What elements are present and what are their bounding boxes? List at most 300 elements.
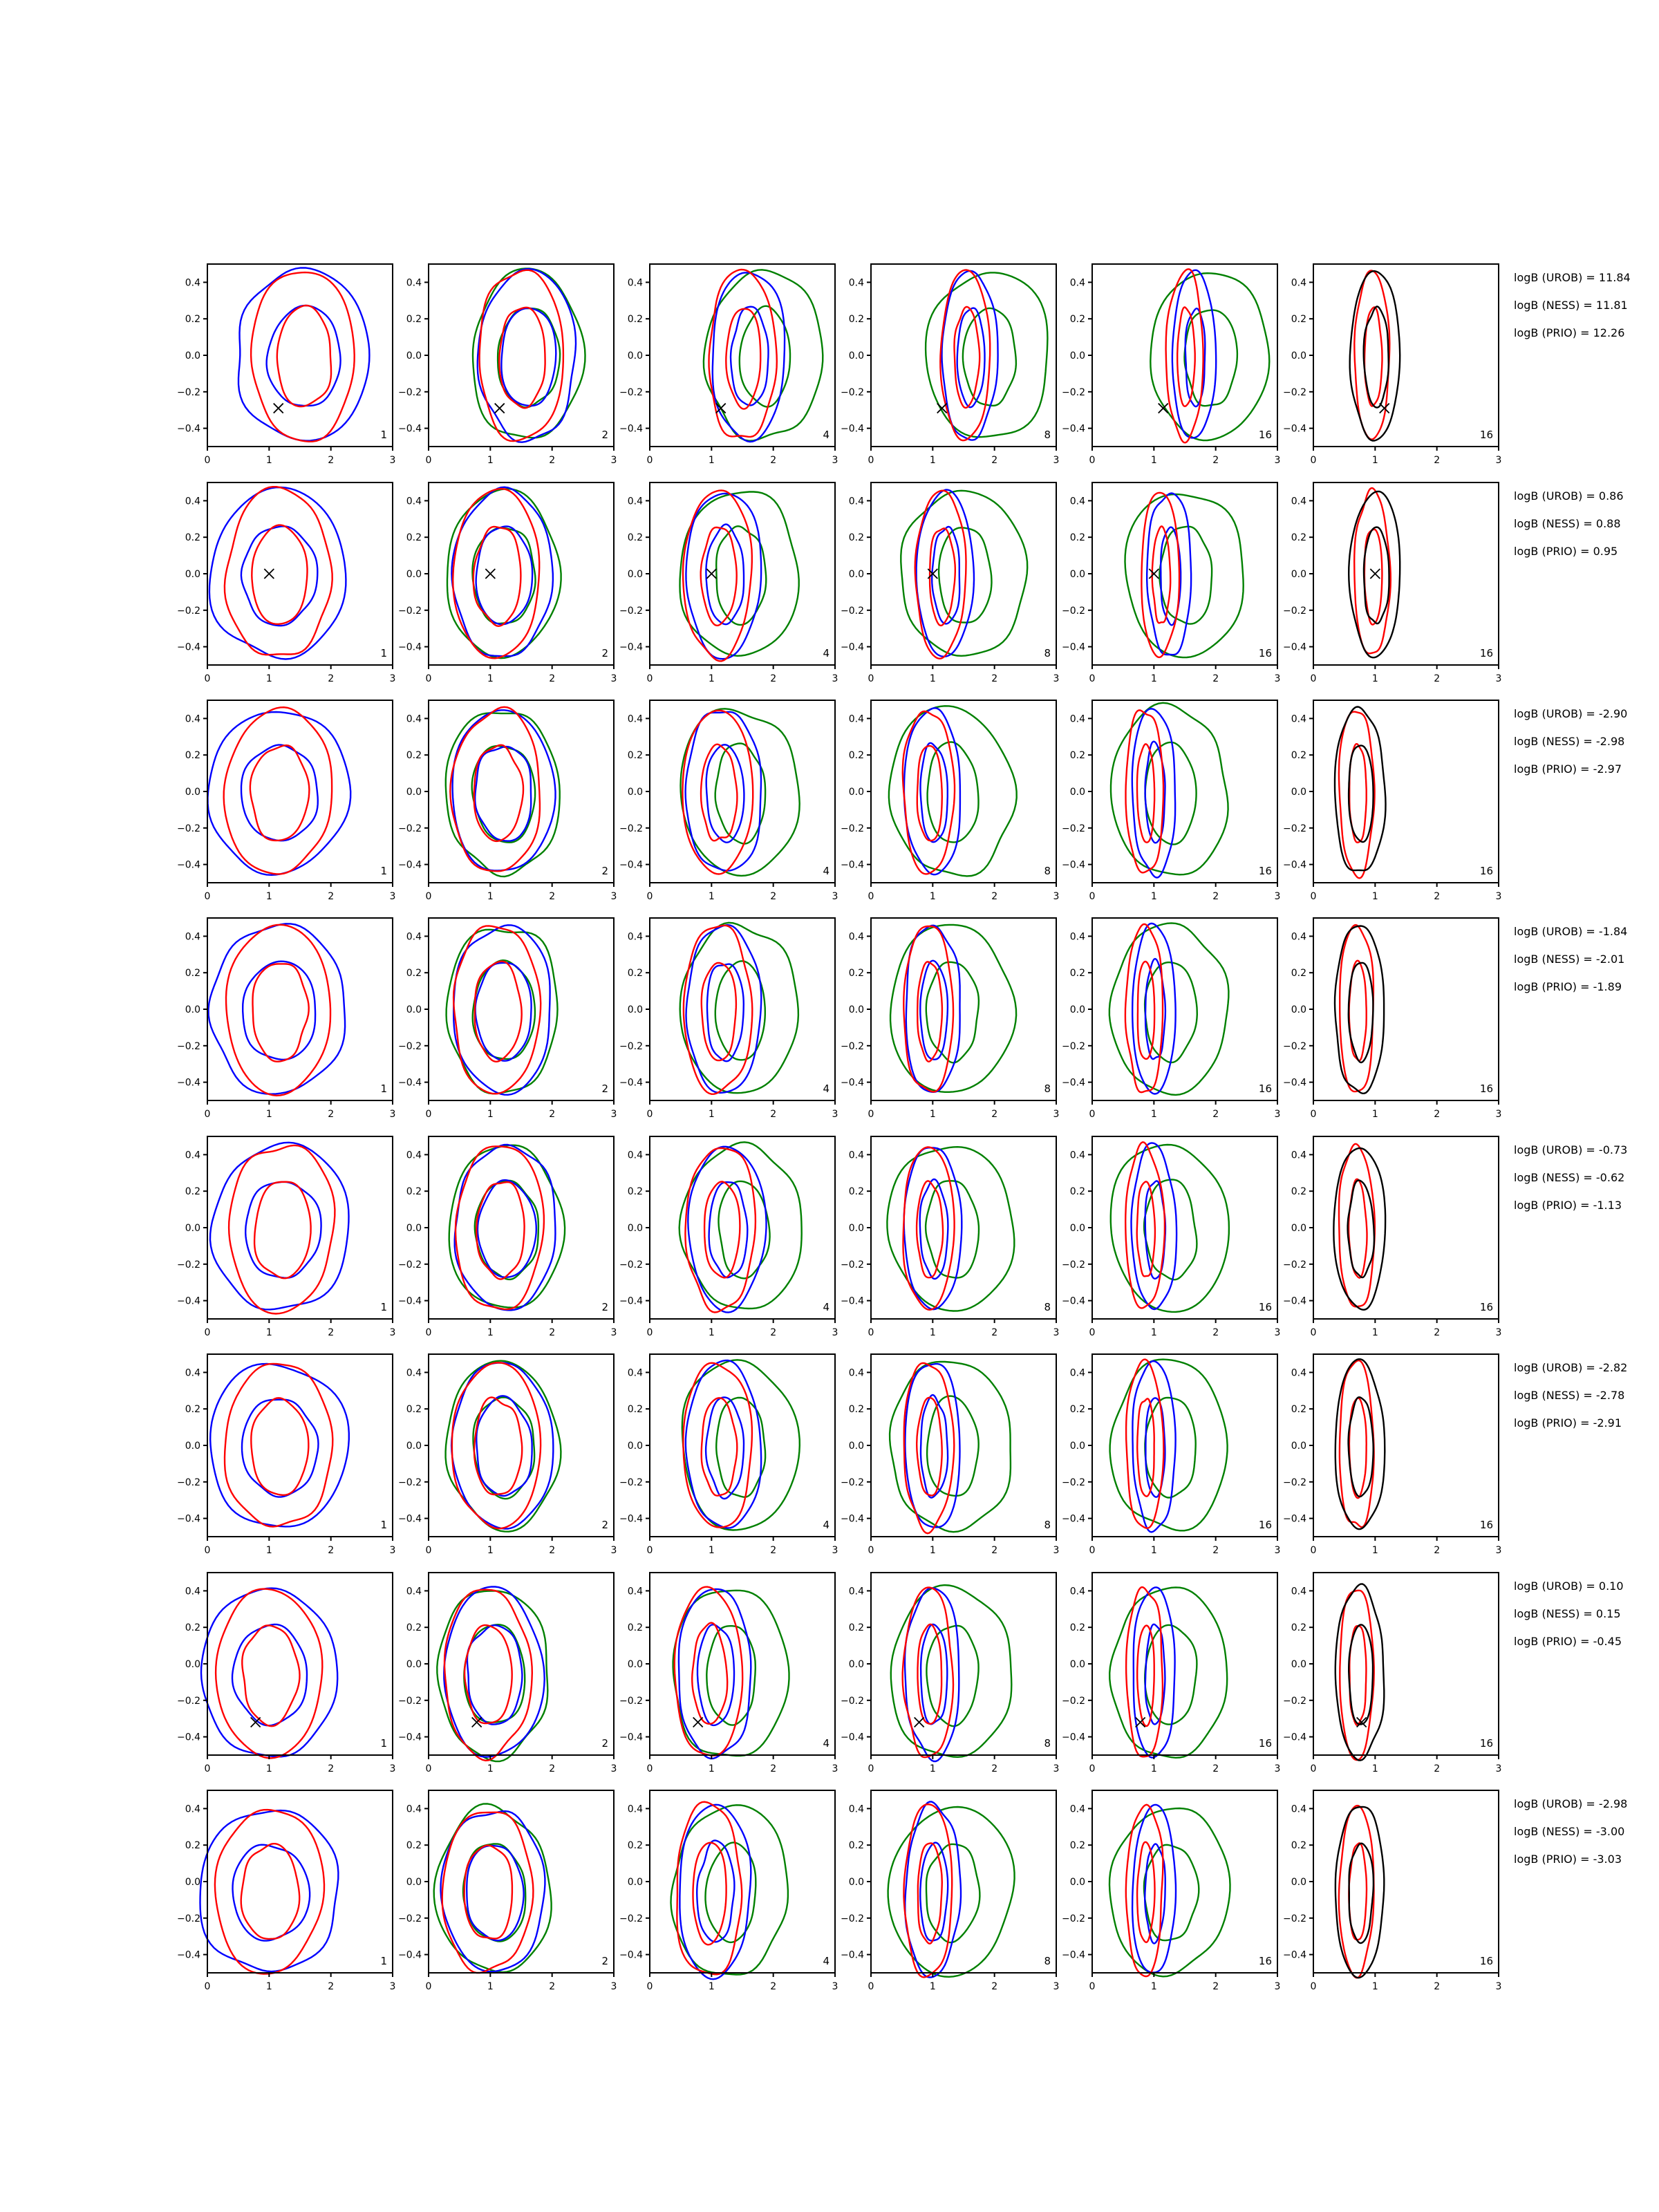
column-label: 1 bbox=[380, 1955, 387, 1967]
column-label: 16 bbox=[1258, 1301, 1272, 1313]
contour-outer-red bbox=[229, 1145, 335, 1314]
axes-frame bbox=[1092, 1136, 1277, 1319]
column-label: 16 bbox=[1479, 1301, 1493, 1313]
y-tick-label: −0.2 bbox=[177, 823, 200, 834]
y-tick-label: −0.2 bbox=[1062, 386, 1085, 398]
y-tick-label: −0.4 bbox=[177, 1077, 200, 1089]
panel-r1-c3 bbox=[619, 264, 838, 466]
x-tick-label: 3 bbox=[832, 673, 838, 684]
y-tick-label: −0.4 bbox=[1283, 641, 1306, 653]
logb-annotation: logB (NESS) = -0.62 bbox=[1514, 1171, 1625, 1184]
column-label: 1 bbox=[380, 865, 387, 877]
y-tick-label: −0.2 bbox=[1283, 386, 1306, 398]
panel-r5-c4 bbox=[841, 1136, 1059, 1338]
contour-inner-blue bbox=[501, 308, 556, 406]
contour-inner-red bbox=[242, 1625, 299, 1726]
y-tick-label: 0.4 bbox=[406, 1367, 422, 1379]
x-tick-label: 1 bbox=[1150, 673, 1157, 684]
y-tick-label: 0.0 bbox=[406, 1223, 422, 1234]
y-tick-label: −0.2 bbox=[1062, 1040, 1085, 1052]
column-label: 8 bbox=[1044, 1519, 1051, 1531]
axes-frame bbox=[871, 1790, 1056, 1973]
logb-annotation: logB (UROB) = 0.10 bbox=[1514, 1580, 1624, 1593]
column-label: 4 bbox=[823, 1301, 830, 1313]
axes-frame bbox=[1313, 700, 1499, 883]
x-tick-label: 1 bbox=[1150, 1327, 1157, 1338]
panel-r8-c4 bbox=[841, 1790, 1059, 1992]
axes-frame bbox=[1092, 918, 1277, 1100]
y-tick-label: −0.4 bbox=[841, 859, 864, 871]
y-tick-label: −0.2 bbox=[619, 605, 643, 617]
logb-annotation: logB (UROB) = 11.84 bbox=[1514, 271, 1631, 284]
y-tick-label: −0.2 bbox=[177, 1695, 200, 1707]
contour-outer-green bbox=[449, 1145, 565, 1308]
y-tick-label: 0.0 bbox=[1291, 1004, 1306, 1015]
column-label: 16 bbox=[1258, 1082, 1272, 1095]
axes-frame bbox=[1313, 1354, 1499, 1537]
y-tick-label: 0.0 bbox=[185, 569, 200, 580]
x-tick-label: 2 bbox=[549, 1763, 556, 1774]
contour-outer-green bbox=[437, 1591, 547, 1762]
column-label: 4 bbox=[823, 1519, 830, 1531]
contour-outer-red bbox=[1339, 1144, 1375, 1307]
contour-outer-green bbox=[926, 272, 1047, 437]
contour-outer-blue bbox=[238, 268, 369, 440]
x-tick-label: 3 bbox=[1274, 455, 1281, 466]
contour-outer-red bbox=[480, 270, 563, 441]
y-tick-label: 0.0 bbox=[406, 1004, 422, 1015]
y-tick-label: 0.2 bbox=[185, 968, 200, 980]
x-tick-label: 2 bbox=[991, 455, 998, 466]
y-tick-label: 0.0 bbox=[848, 1223, 864, 1234]
column-label: 16 bbox=[1479, 429, 1493, 441]
contour-inner-black bbox=[1349, 746, 1374, 842]
y-tick-label: −0.2 bbox=[1062, 605, 1085, 617]
x-tick-label: 1 bbox=[929, 455, 936, 466]
contour-inner-red bbox=[465, 1625, 512, 1723]
x-tick-label: 2 bbox=[549, 1327, 556, 1338]
x-tick-label: 0 bbox=[868, 1545, 874, 1556]
panel-r4-c3 bbox=[619, 918, 838, 1120]
y-tick-label: −0.4 bbox=[619, 1295, 643, 1307]
y-tick-label: 0.4 bbox=[406, 931, 422, 943]
x-tick-label: 3 bbox=[389, 1545, 396, 1556]
column-label: 2 bbox=[601, 1301, 608, 1313]
panel-r1-c1 bbox=[177, 264, 395, 466]
x-tick-label: 3 bbox=[832, 1327, 838, 1338]
y-tick-label: 0.0 bbox=[627, 1441, 643, 1452]
contour-inner-black bbox=[1349, 1397, 1374, 1497]
x-tick-label: 2 bbox=[1434, 1327, 1441, 1338]
panel-r7-c2 bbox=[398, 1573, 617, 1774]
y-tick-label: 0.0 bbox=[848, 1441, 864, 1452]
axes-frame bbox=[207, 1354, 393, 1537]
y-tick-label: 0.0 bbox=[1291, 1877, 1306, 1888]
logb-annotation: logB (NESS) = -2.78 bbox=[1514, 1389, 1625, 1402]
contour-inner-red bbox=[917, 962, 942, 1061]
axes-frame bbox=[429, 264, 614, 447]
axes-frame bbox=[650, 482, 835, 665]
column-label: 16 bbox=[1258, 429, 1272, 441]
y-tick-label: −0.4 bbox=[619, 1513, 643, 1525]
column-label: 1 bbox=[380, 1301, 387, 1313]
x-tick-label: 0 bbox=[646, 455, 653, 466]
y-tick-label: 0.0 bbox=[185, 350, 200, 362]
panel-r6-c3 bbox=[619, 1354, 838, 1556]
x-tick-label: 3 bbox=[610, 1763, 617, 1774]
y-tick-label: −0.4 bbox=[1283, 1077, 1306, 1089]
y-tick-label: −0.2 bbox=[841, 1695, 864, 1707]
contour-inner-green bbox=[927, 1396, 979, 1496]
column-label: 8 bbox=[1044, 647, 1051, 659]
y-tick-label: 0.2 bbox=[1291, 1186, 1306, 1198]
panel-r2-c5 bbox=[1062, 482, 1280, 684]
y-tick-label: 0.2 bbox=[1069, 1840, 1085, 1852]
column-label: 2 bbox=[601, 647, 608, 659]
contour-inner-blue bbox=[709, 1182, 748, 1277]
x-tick-label: 1 bbox=[265, 673, 272, 684]
x-tick-label: 3 bbox=[1274, 673, 1281, 684]
y-tick-label: 0.4 bbox=[627, 1150, 643, 1161]
panel-r4-c2 bbox=[398, 918, 617, 1120]
y-tick-label: 0.2 bbox=[1291, 1622, 1306, 1634]
panel-r4-c5 bbox=[1062, 918, 1280, 1120]
contour-inner-blue bbox=[233, 1845, 310, 1941]
y-tick-label: −0.2 bbox=[619, 386, 643, 398]
y-tick-label: −0.4 bbox=[177, 859, 200, 871]
axes-frame bbox=[871, 1573, 1056, 1755]
panel-r7-c1 bbox=[177, 1573, 395, 1774]
y-tick-label: 0.2 bbox=[406, 1186, 422, 1198]
panel-r7-c5 bbox=[1062, 1573, 1280, 1774]
x-tick-label: 3 bbox=[389, 1327, 396, 1338]
x-tick-label: 2 bbox=[549, 1109, 556, 1120]
x-tick-label: 0 bbox=[1310, 891, 1317, 902]
logb-annotation: logB (UROB) = -0.73 bbox=[1514, 1143, 1628, 1156]
y-tick-label: 0.2 bbox=[627, 1622, 643, 1634]
y-tick-label: −0.2 bbox=[398, 1259, 422, 1271]
x-tick-label: 1 bbox=[929, 1109, 936, 1120]
panel-r8-c1 bbox=[177, 1790, 395, 1992]
axes-frame bbox=[1092, 1573, 1277, 1755]
y-tick-label: −0.2 bbox=[398, 1040, 422, 1052]
y-tick-label: 0.0 bbox=[848, 1659, 864, 1670]
y-tick-label: −0.2 bbox=[1283, 1913, 1306, 1924]
x-tick-label: 0 bbox=[425, 1763, 432, 1774]
y-tick-label: −0.4 bbox=[841, 423, 864, 435]
panel-r1-c6 bbox=[1283, 264, 1501, 466]
y-tick-label: 0.0 bbox=[1069, 1441, 1085, 1452]
y-tick-label: −0.2 bbox=[1062, 1913, 1085, 1924]
column-label: 8 bbox=[1044, 429, 1051, 441]
logb-annotation: logB (PRIO) = -1.13 bbox=[1514, 1199, 1622, 1212]
panel-r5-c5 bbox=[1062, 1136, 1280, 1338]
column-label: 4 bbox=[823, 1082, 830, 1095]
y-tick-label: −0.2 bbox=[1062, 1259, 1085, 1271]
y-tick-label: 0.2 bbox=[848, 1186, 864, 1198]
y-tick-label: 0.0 bbox=[848, 1004, 864, 1015]
y-tick-label: 0.0 bbox=[1069, 1877, 1085, 1888]
contour-outer-red bbox=[1340, 925, 1374, 1091]
contour-outer-blue bbox=[210, 1364, 349, 1526]
contour-outer-black bbox=[1335, 926, 1384, 1094]
y-tick-label: 0.4 bbox=[406, 1586, 422, 1597]
y-tick-label: 0.4 bbox=[185, 1150, 200, 1161]
x-tick-label: 2 bbox=[991, 1763, 998, 1774]
contour-outer-blue bbox=[904, 1147, 962, 1309]
y-tick-label: −0.2 bbox=[398, 823, 422, 834]
y-tick-label: 0.4 bbox=[627, 1586, 643, 1597]
y-tick-label: 0.4 bbox=[1291, 277, 1306, 289]
y-tick-label: 0.4 bbox=[1069, 277, 1085, 289]
contour-inner-green bbox=[706, 1843, 756, 1942]
x-tick-label: 2 bbox=[1212, 1981, 1219, 1992]
contour-outer-blue bbox=[906, 926, 960, 1092]
y-tick-label: −0.4 bbox=[841, 1513, 864, 1525]
column-label: 2 bbox=[601, 1955, 608, 1967]
axes-frame bbox=[207, 1136, 393, 1319]
x-tick-label: 2 bbox=[770, 1327, 777, 1338]
x-tick-label: 1 bbox=[265, 891, 272, 902]
contour-outer-red bbox=[1354, 271, 1389, 440]
x-tick-label: 0 bbox=[1089, 1981, 1096, 1992]
axes-frame bbox=[1313, 264, 1499, 447]
axes-frame bbox=[1313, 482, 1499, 665]
axes-frame bbox=[871, 1136, 1056, 1319]
x-tick-label: 0 bbox=[868, 1763, 874, 1774]
y-tick-label: 0.4 bbox=[627, 713, 643, 725]
y-tick-label: 0.0 bbox=[406, 1659, 422, 1670]
x-tick-label: 2 bbox=[549, 1545, 556, 1556]
y-tick-label: 0.4 bbox=[1069, 1367, 1085, 1379]
y-tick-label: 0.0 bbox=[185, 1223, 200, 1234]
contour-outer-blue bbox=[208, 712, 351, 875]
contour-inner-red bbox=[254, 1182, 311, 1279]
panel-r4-c1 bbox=[177, 918, 395, 1120]
x-tick-label: 2 bbox=[1434, 891, 1441, 902]
x-tick-label: 3 bbox=[832, 455, 838, 466]
y-tick-label: 0.2 bbox=[406, 750, 422, 762]
x-tick-label: 1 bbox=[929, 891, 936, 902]
y-tick-label: 0.4 bbox=[627, 1367, 643, 1379]
column-label: 16 bbox=[1479, 1082, 1493, 1095]
y-tick-label: 0.4 bbox=[1291, 1150, 1306, 1161]
y-tick-label: 0.2 bbox=[185, 1404, 200, 1416]
y-tick-label: 0.0 bbox=[627, 787, 643, 798]
contour-outer-green bbox=[673, 1591, 789, 1756]
x-tick-label: 3 bbox=[1053, 1981, 1060, 1992]
contour-inner-red bbox=[918, 1844, 942, 1944]
x-tick-label: 2 bbox=[991, 1981, 998, 1992]
x-tick-label: 2 bbox=[1212, 455, 1219, 466]
x-tick-label: 0 bbox=[204, 1327, 211, 1338]
x-tick-label: 1 bbox=[708, 1981, 715, 1992]
y-tick-label: 0.0 bbox=[1069, 787, 1085, 798]
x-tick-label: 3 bbox=[1053, 1109, 1060, 1120]
y-tick-label: −0.2 bbox=[177, 1259, 200, 1271]
x-tick-label: 3 bbox=[1274, 1327, 1281, 1338]
contour-inner-green bbox=[716, 1398, 765, 1497]
x-tick-label: 3 bbox=[389, 891, 396, 902]
column-label: 1 bbox=[380, 1082, 387, 1095]
x-tick-label: 1 bbox=[1371, 1763, 1378, 1774]
y-tick-label: 0.2 bbox=[848, 1840, 864, 1852]
y-tick-label: −0.2 bbox=[1062, 1477, 1085, 1488]
y-tick-label: 0.4 bbox=[848, 713, 864, 725]
x-tick-label: 2 bbox=[770, 455, 777, 466]
x-tick-label: 0 bbox=[1089, 1109, 1096, 1120]
column-label: 16 bbox=[1258, 865, 1272, 877]
axes-frame bbox=[871, 700, 1056, 883]
x-tick-label: 3 bbox=[389, 1109, 396, 1120]
y-tick-label: 0.0 bbox=[848, 787, 864, 798]
contour-outer-blue bbox=[905, 1364, 959, 1527]
y-tick-label: 0.0 bbox=[1291, 569, 1306, 580]
column-label: 4 bbox=[823, 1955, 830, 1967]
panel-r1-c4 bbox=[841, 264, 1059, 466]
y-tick-label: 0.4 bbox=[1291, 1803, 1306, 1815]
x-tick-label: 2 bbox=[1434, 1763, 1441, 1774]
y-tick-label: 0.0 bbox=[1069, 350, 1085, 362]
y-tick-label: 0.0 bbox=[185, 1004, 200, 1015]
y-tick-label: −0.2 bbox=[1062, 1695, 1085, 1707]
x-tick-label: 0 bbox=[646, 673, 653, 684]
column-label: 2 bbox=[601, 865, 608, 877]
y-tick-label: 0.2 bbox=[627, 532, 643, 544]
contour-outer-red bbox=[683, 490, 752, 661]
y-tick-label: 0.4 bbox=[1069, 1586, 1085, 1597]
contour-outer-blue bbox=[686, 925, 762, 1093]
column-label: 4 bbox=[823, 647, 830, 659]
y-tick-label: −0.2 bbox=[177, 605, 200, 617]
y-tick-label: 0.2 bbox=[1291, 314, 1306, 326]
x-tick-label: 3 bbox=[1495, 1327, 1502, 1338]
y-tick-label: 0.2 bbox=[627, 314, 643, 326]
column-label: 16 bbox=[1258, 1737, 1272, 1750]
x-tick-label: 1 bbox=[265, 1981, 272, 1992]
y-tick-label: −0.2 bbox=[841, 1913, 864, 1924]
contour-outer-blue bbox=[1132, 1143, 1177, 1310]
y-tick-label: −0.4 bbox=[1062, 1295, 1085, 1307]
contour-outer-blue bbox=[904, 708, 960, 874]
y-tick-label: −0.4 bbox=[1062, 1513, 1085, 1525]
panel-r2-c2 bbox=[398, 482, 617, 684]
x-tick-label: 0 bbox=[868, 673, 874, 684]
contour-outer-black bbox=[1335, 1807, 1384, 1978]
contour-outer-green bbox=[891, 1585, 1012, 1757]
x-tick-label: 2 bbox=[770, 1981, 777, 1992]
panel-r6-c2 bbox=[398, 1354, 617, 1556]
contour-inner-green bbox=[926, 1844, 980, 1942]
y-tick-label: 0.4 bbox=[627, 931, 643, 943]
axes-frame bbox=[207, 918, 393, 1100]
y-tick-label: 0.2 bbox=[1291, 1404, 1306, 1416]
contour-inner-blue bbox=[706, 1398, 744, 1499]
contour-inner-red bbox=[277, 306, 331, 406]
y-tick-label: −0.4 bbox=[1062, 641, 1085, 653]
panel-r3-c5 bbox=[1062, 700, 1280, 902]
column-label: 4 bbox=[823, 429, 830, 441]
y-tick-label: 0.4 bbox=[848, 1803, 864, 1815]
panel-r1-c2 bbox=[398, 264, 617, 466]
y-tick-label: 0.4 bbox=[185, 1803, 200, 1815]
y-tick-label: 0.2 bbox=[848, 314, 864, 326]
x-tick-label: 3 bbox=[610, 673, 617, 684]
contour-inner-green bbox=[716, 526, 766, 625]
panel-r4-c6 bbox=[1283, 918, 1501, 1120]
y-tick-label: −0.2 bbox=[619, 823, 643, 834]
y-tick-label: −0.2 bbox=[398, 1477, 422, 1488]
y-tick-label: −0.4 bbox=[1062, 1732, 1085, 1743]
x-tick-label: 1 bbox=[265, 1327, 272, 1338]
contour-inner-red bbox=[253, 964, 309, 1061]
y-tick-label: −0.4 bbox=[1283, 1732, 1306, 1743]
x-tick-label: 0 bbox=[868, 891, 874, 902]
y-tick-label: 0.4 bbox=[848, 496, 864, 507]
x-tick-label: 2 bbox=[549, 455, 556, 466]
x-tick-label: 3 bbox=[832, 1981, 838, 1992]
contour-inner-blue bbox=[241, 745, 318, 841]
x-tick-label: 0 bbox=[1089, 1327, 1096, 1338]
x-tick-label: 3 bbox=[832, 1109, 838, 1120]
y-tick-label: −0.4 bbox=[619, 1732, 643, 1743]
y-tick-label: 0.4 bbox=[1069, 496, 1085, 507]
x-tick-label: 0 bbox=[646, 1981, 653, 1992]
contour-outer-green bbox=[887, 1147, 1014, 1311]
x-tick-label: 3 bbox=[1053, 1327, 1060, 1338]
x-tick-label: 2 bbox=[1212, 1763, 1219, 1774]
x-tick-label: 3 bbox=[1495, 1545, 1502, 1556]
column-label: 16 bbox=[1479, 1737, 1493, 1750]
panel-r5-c6 bbox=[1283, 1136, 1501, 1338]
x-tick-label: 2 bbox=[770, 891, 777, 902]
contour-inner-green bbox=[740, 306, 790, 407]
column-label: 16 bbox=[1258, 647, 1272, 659]
y-tick-label: 0.0 bbox=[185, 1659, 200, 1670]
y-tick-label: −0.2 bbox=[841, 605, 864, 617]
y-tick-label: 0.0 bbox=[1291, 1223, 1306, 1234]
y-tick-label: 0.2 bbox=[1069, 968, 1085, 980]
x-tick-label: 2 bbox=[328, 455, 335, 466]
x-tick-label: 0 bbox=[1089, 455, 1096, 466]
x-tick-label: 1 bbox=[929, 1327, 936, 1338]
x-tick-label: 3 bbox=[832, 891, 838, 902]
y-tick-label: −0.4 bbox=[1062, 859, 1085, 871]
contour-inner-red bbox=[241, 1844, 300, 1939]
y-tick-label: 0.2 bbox=[848, 750, 864, 762]
x-tick-label: 1 bbox=[1371, 1981, 1378, 1992]
contour-outer-red bbox=[904, 1804, 953, 1977]
x-tick-label: 0 bbox=[1310, 1545, 1317, 1556]
y-tick-label: 0.2 bbox=[627, 1404, 643, 1416]
x-tick-label: 3 bbox=[1274, 1981, 1281, 1992]
x-tick-label: 3 bbox=[1495, 673, 1502, 684]
contour-outer-green bbox=[889, 706, 1017, 876]
contour-inner-blue bbox=[476, 963, 532, 1061]
y-tick-label: 0.0 bbox=[406, 569, 422, 580]
contour-inner-blue bbox=[707, 964, 744, 1062]
y-tick-label: −0.2 bbox=[619, 1913, 643, 1924]
x-tick-label: 0 bbox=[204, 891, 211, 902]
contour-outer-blue bbox=[210, 1143, 349, 1310]
y-tick-label: −0.4 bbox=[619, 859, 643, 871]
x-tick-label: 2 bbox=[1434, 1109, 1441, 1120]
contour-outer-red bbox=[1340, 1360, 1374, 1527]
x-tick-label: 1 bbox=[487, 673, 494, 684]
x-tick-label: 3 bbox=[610, 1981, 617, 1992]
column-label: 8 bbox=[1044, 1082, 1051, 1095]
y-tick-label: −0.2 bbox=[1283, 605, 1306, 617]
